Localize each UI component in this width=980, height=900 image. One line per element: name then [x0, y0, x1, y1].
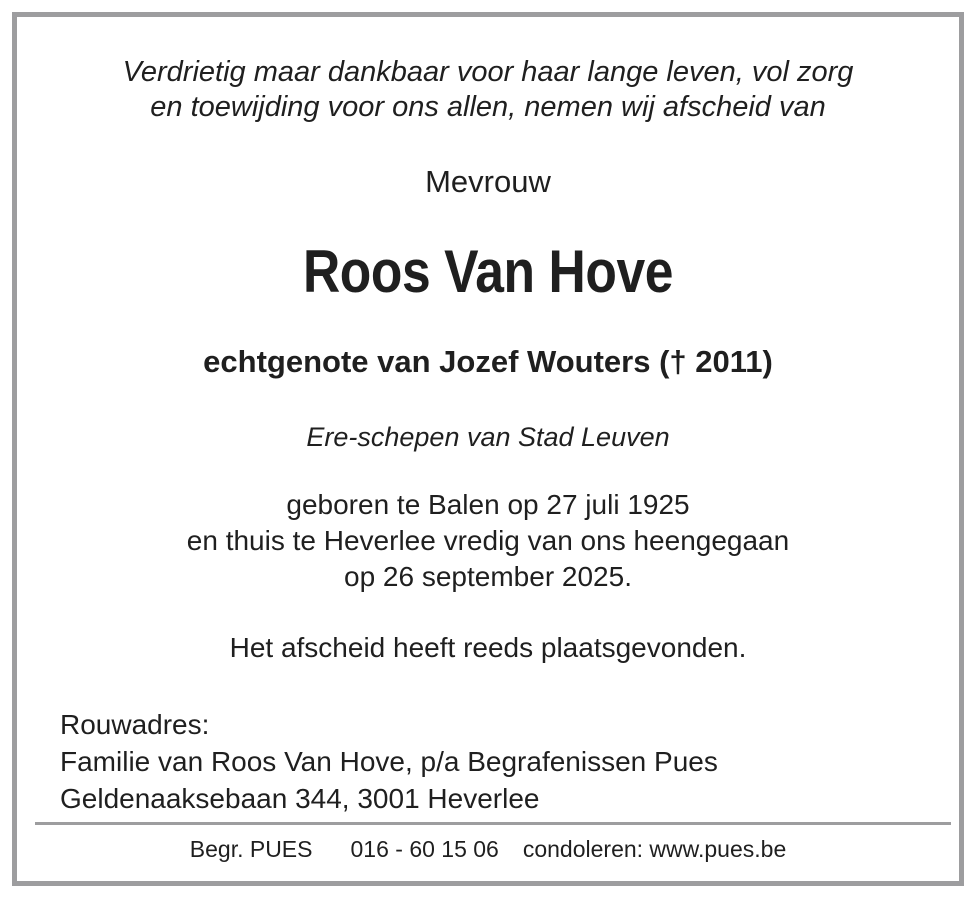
- footer-divider: [35, 822, 951, 825]
- undertaker-name: Begr. PUES: [189, 836, 313, 862]
- intro-line: Verdrietig maar dankbaar voor haar lange leven, vol zorg: [122, 56, 854, 88]
- obituary-frame: [12, 12, 964, 886]
- deceased-name: Roos Van Hove: [302, 238, 674, 305]
- footer: [17, 834, 959, 864]
- mourning-address: [60, 706, 718, 817]
- address-line: Familie van Roos Van Hove, p/a Begrafenissen Pues: [60, 746, 718, 777]
- life-details: [17, 487, 959, 595]
- address-heading: Rouwadres:: [60, 709, 210, 740]
- honorary-role: Ere-schepen van Stad Leuven: [306, 422, 670, 452]
- farewell-notice: Het afscheid heeft reeds plaatsgevonden.: [229, 632, 747, 663]
- spouse-line: echtgenote van Jozef Wouters († 2011): [203, 344, 773, 379]
- salutation: Mevrouw: [425, 164, 551, 199]
- intro-line: en toewijding voor ons allen, nemen wij afscheid van: [150, 91, 826, 123]
- birth-line: geboren te Balen op 27 juli 1925: [286, 489, 690, 520]
- undertaker-phone: 016 - 60 15 06: [350, 836, 499, 862]
- address-line: Geldenaaksebaan 344, 3001 Heverlee: [60, 783, 540, 814]
- date-of-death-line: op 26 september 2025.: [344, 561, 632, 592]
- condolence-website[interactable]: condoleren: www.pues.be: [522, 836, 787, 862]
- intro-text: [17, 55, 959, 125]
- passing-line: en thuis te Heverlee vredig van ons heengegaan: [186, 525, 790, 556]
